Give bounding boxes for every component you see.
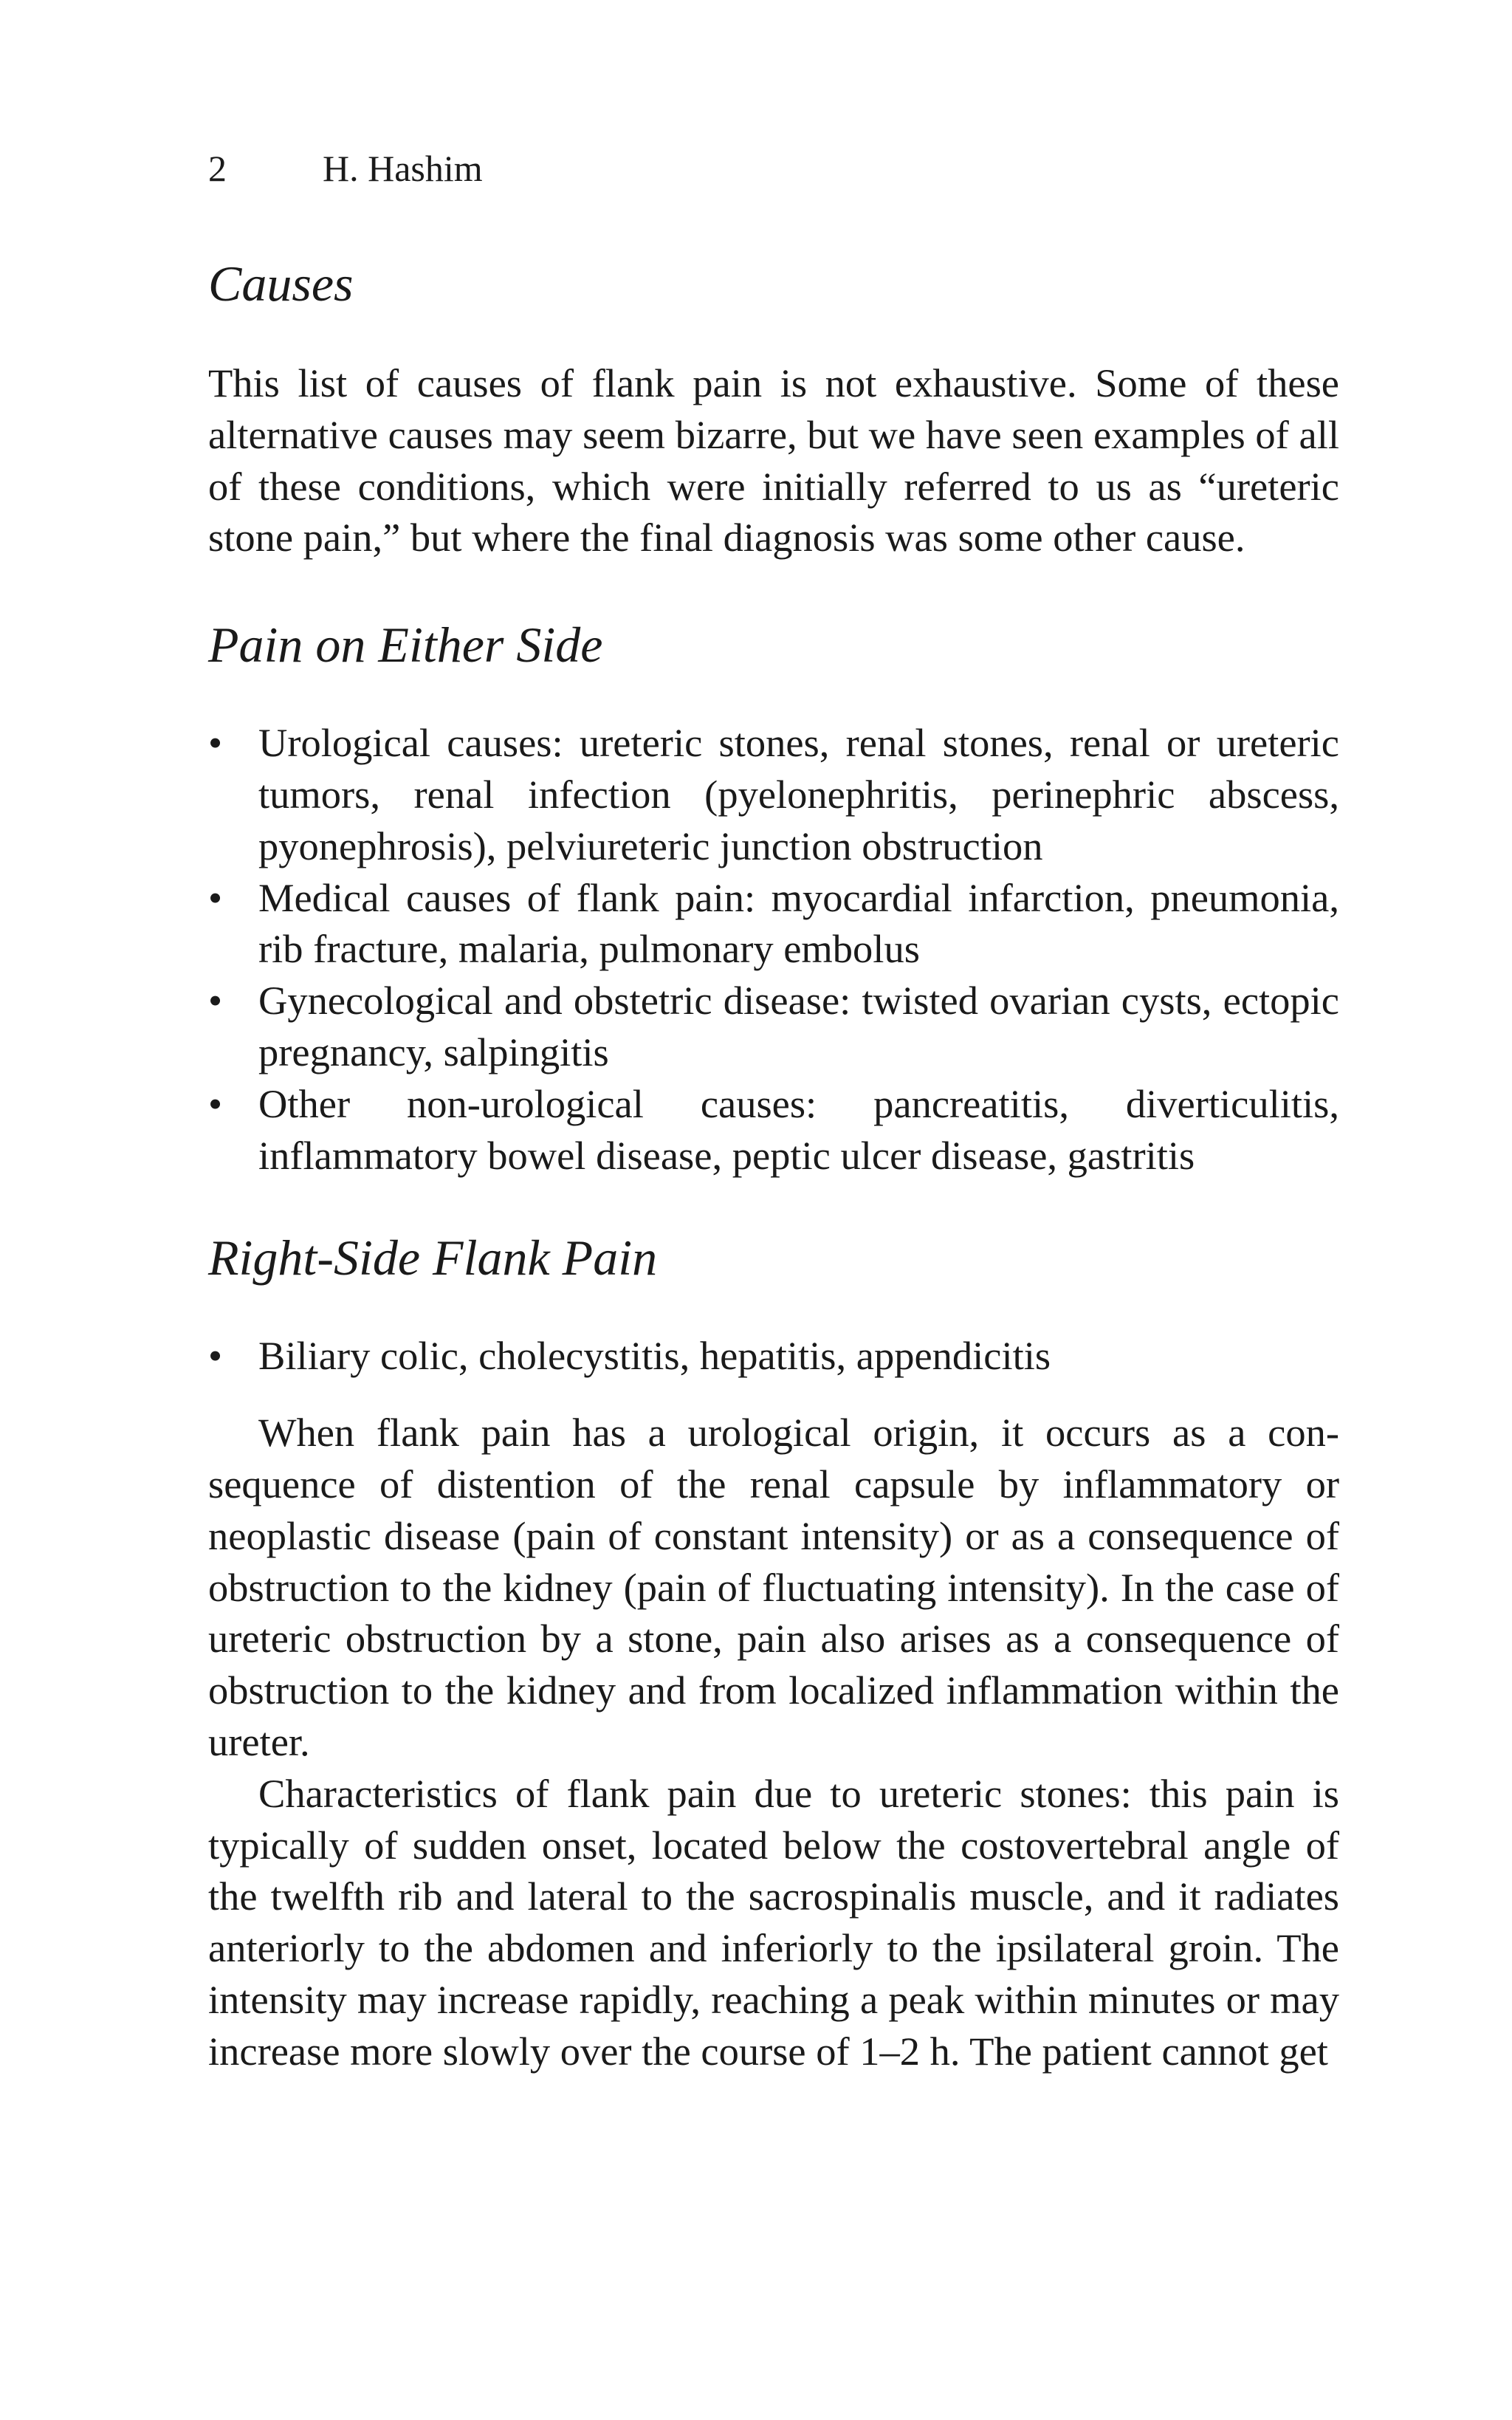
page-number: 2 bbox=[208, 148, 227, 189]
list-item-text: Other non-urological causes: pancreatitis, diverticulitis, inflammatory bowel disease, peptic ulcer disease, gastritis bbox=[258, 1080, 1339, 1178]
list-item-text: Gynecological and obstetric disease: twisted ovarian cysts, ectopic pregnancy, salpingitis bbox=[258, 978, 1339, 1074]
heading-pain-either-side: Pain on Either Side bbox=[208, 617, 603, 673]
bullet-icon: • bbox=[208, 1080, 223, 1126]
list-item-text: Biliary colic, cholecystitis, hepatitis, appendicitis bbox=[258, 1333, 1051, 1379]
bullet-list-either-side bbox=[208, 717, 1339, 1181]
heading-right-side-flank-pain: Right-Side Flank Pain bbox=[208, 1230, 658, 1286]
list-item bbox=[208, 717, 1339, 871]
paragraph-urological-origin: When flank pain has a urological origin, it occurs as a consequence of distention of the renal capsule by inflammatory or neoplastic disease (pain of constant intensity) or as a consequence of obstruction to the kidney (pain of fluctuating intensity). In the case of ureteric obstruction by a stone, pain also arises as a consequence of obstruction to the kidney and from localized inflammation within the ureter. bbox=[208, 1410, 1339, 1764]
paragraph-stone-characteristics: Characteristics of flank pain due to ureteric stones: this pain is typically of sudden onset, located below the costovertebral angle of the twelfth rib and lateral to the sacrospinalis muscle, and it radiates anteriorly to the abdomen and inferiorly to the ipsilateral groin. The intensity may increase rapidly, reaching a peak within minutes or may increase more slowly over the course of 1–2 h. The patient cannot get bbox=[208, 1770, 1339, 2074]
heading-causes: Causes bbox=[208, 256, 354, 312]
list-item-text: Medical causes of flank pain: myocardial infarction, pneumonia, rib fracture, malaria, pulmonary embolus bbox=[258, 874, 1339, 972]
running-head bbox=[208, 140, 1339, 196]
bullet-icon: • bbox=[208, 1333, 223, 1379]
book-page bbox=[208, 140, 1339, 2077]
running-head-author: H. Hashim bbox=[323, 148, 483, 189]
bullet-icon: • bbox=[208, 978, 223, 1024]
list-item bbox=[208, 1330, 1339, 1382]
paragraph-causes-intro: This list of causes of flank pain is not exhaustive. Some of these alternative causes may seem bizarre, but we have seen examples of all of these conditions, which were initially referred to us as “ureteric stone pain,” but where the final diagnosis was some other cause. bbox=[208, 360, 1339, 561]
bullet-icon: • bbox=[208, 874, 223, 920]
list-item bbox=[208, 872, 1339, 976]
list-item-text: Urological causes: ureteric stones, renal stones, renal or ureteric tumors, renal infection (pyelonephritis, perinephric abscess, pyonephrosis), pelviureteric junction obstruction bbox=[258, 720, 1339, 868]
list-item bbox=[208, 1078, 1339, 1182]
list-item bbox=[208, 975, 1339, 1078]
bullet-icon: • bbox=[208, 720, 223, 766]
bullet-list-right-side bbox=[208, 1330, 1339, 1382]
